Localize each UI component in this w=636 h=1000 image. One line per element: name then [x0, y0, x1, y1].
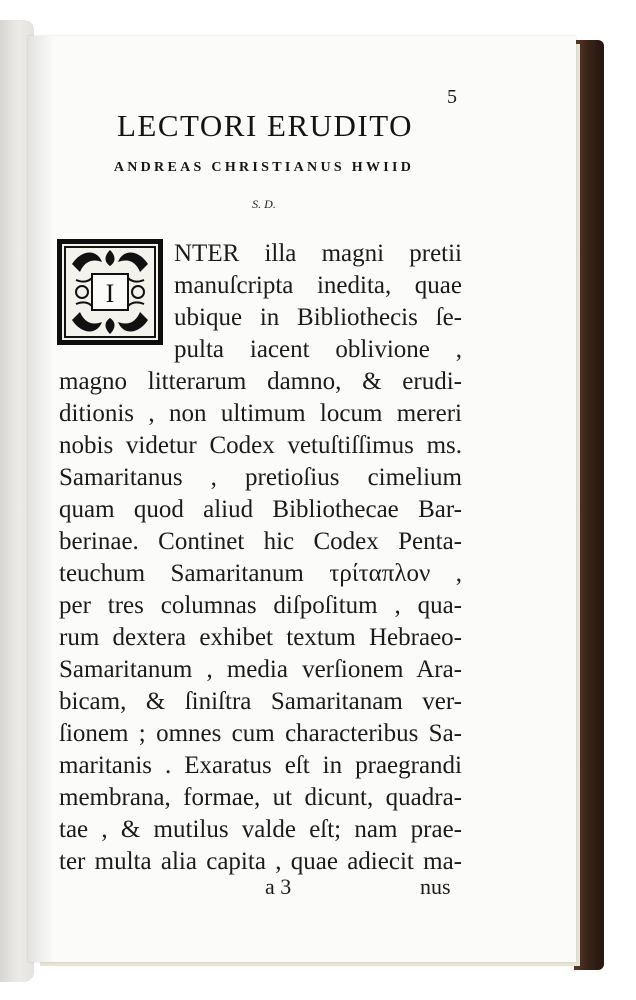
text-line: quam quod aliud Bibliothecae Bar-: [59, 496, 462, 523]
text-line: maritanis . Exaratus eſt in praegrandi: [59, 752, 462, 779]
text-line: tae , & mutilus valde eſt; nam prae-: [59, 816, 462, 843]
text-line: magno litterarum damno, & erudi-: [59, 368, 462, 395]
text-line: NTER illa magni pretii: [174, 240, 462, 267]
text-line: ſionem ; omnes cum characteribus Sa-: [59, 720, 462, 747]
salutation: S. D.: [252, 197, 276, 211]
text-line: manuſcripta inedita, quae: [174, 272, 462, 299]
page-number: 5: [447, 86, 457, 108]
text-line: ubique in Bibliothecis ſe-: [174, 304, 462, 331]
text-line: pulta iacent oblivione ,: [174, 336, 462, 363]
author-line: ANDREAS CHRISTIANUS HWIID: [113, 160, 415, 175]
text-line: rum dextera exhibet textum Hebraeo-: [59, 624, 462, 651]
text-line: membrana, formae, ut dicunt, quadra-: [59, 784, 462, 811]
text-line: Samaritanus , pretioſius cimelium: [59, 464, 462, 491]
text-line: Samaritanum , media verſionem Ara-: [59, 656, 462, 683]
text-line: ter multa alia capita , quae adiecit ma-: [59, 848, 462, 875]
initial-letter: I: [105, 279, 115, 308]
catchword: nus: [420, 874, 451, 899]
text-line: nobis videtur Codex vetuſtiſſimus ms.: [59, 432, 462, 459]
page-title: LECTORI ERUDITO: [116, 108, 414, 143]
signature-mark: a 3: [265, 874, 292, 899]
text-line: ditionis , non ultimum locum mereri: [59, 400, 462, 427]
text-line: bicam, & ſiniſtra Samaritanam ver-: [59, 688, 462, 715]
text-line: berinae. Continet hic Codex Penta-: [59, 528, 462, 555]
text-line: teuchum Samaritanum τρίταπλον ,: [59, 560, 462, 587]
text-line: per tres columnas diſpoſitum , qua-: [59, 592, 462, 619]
